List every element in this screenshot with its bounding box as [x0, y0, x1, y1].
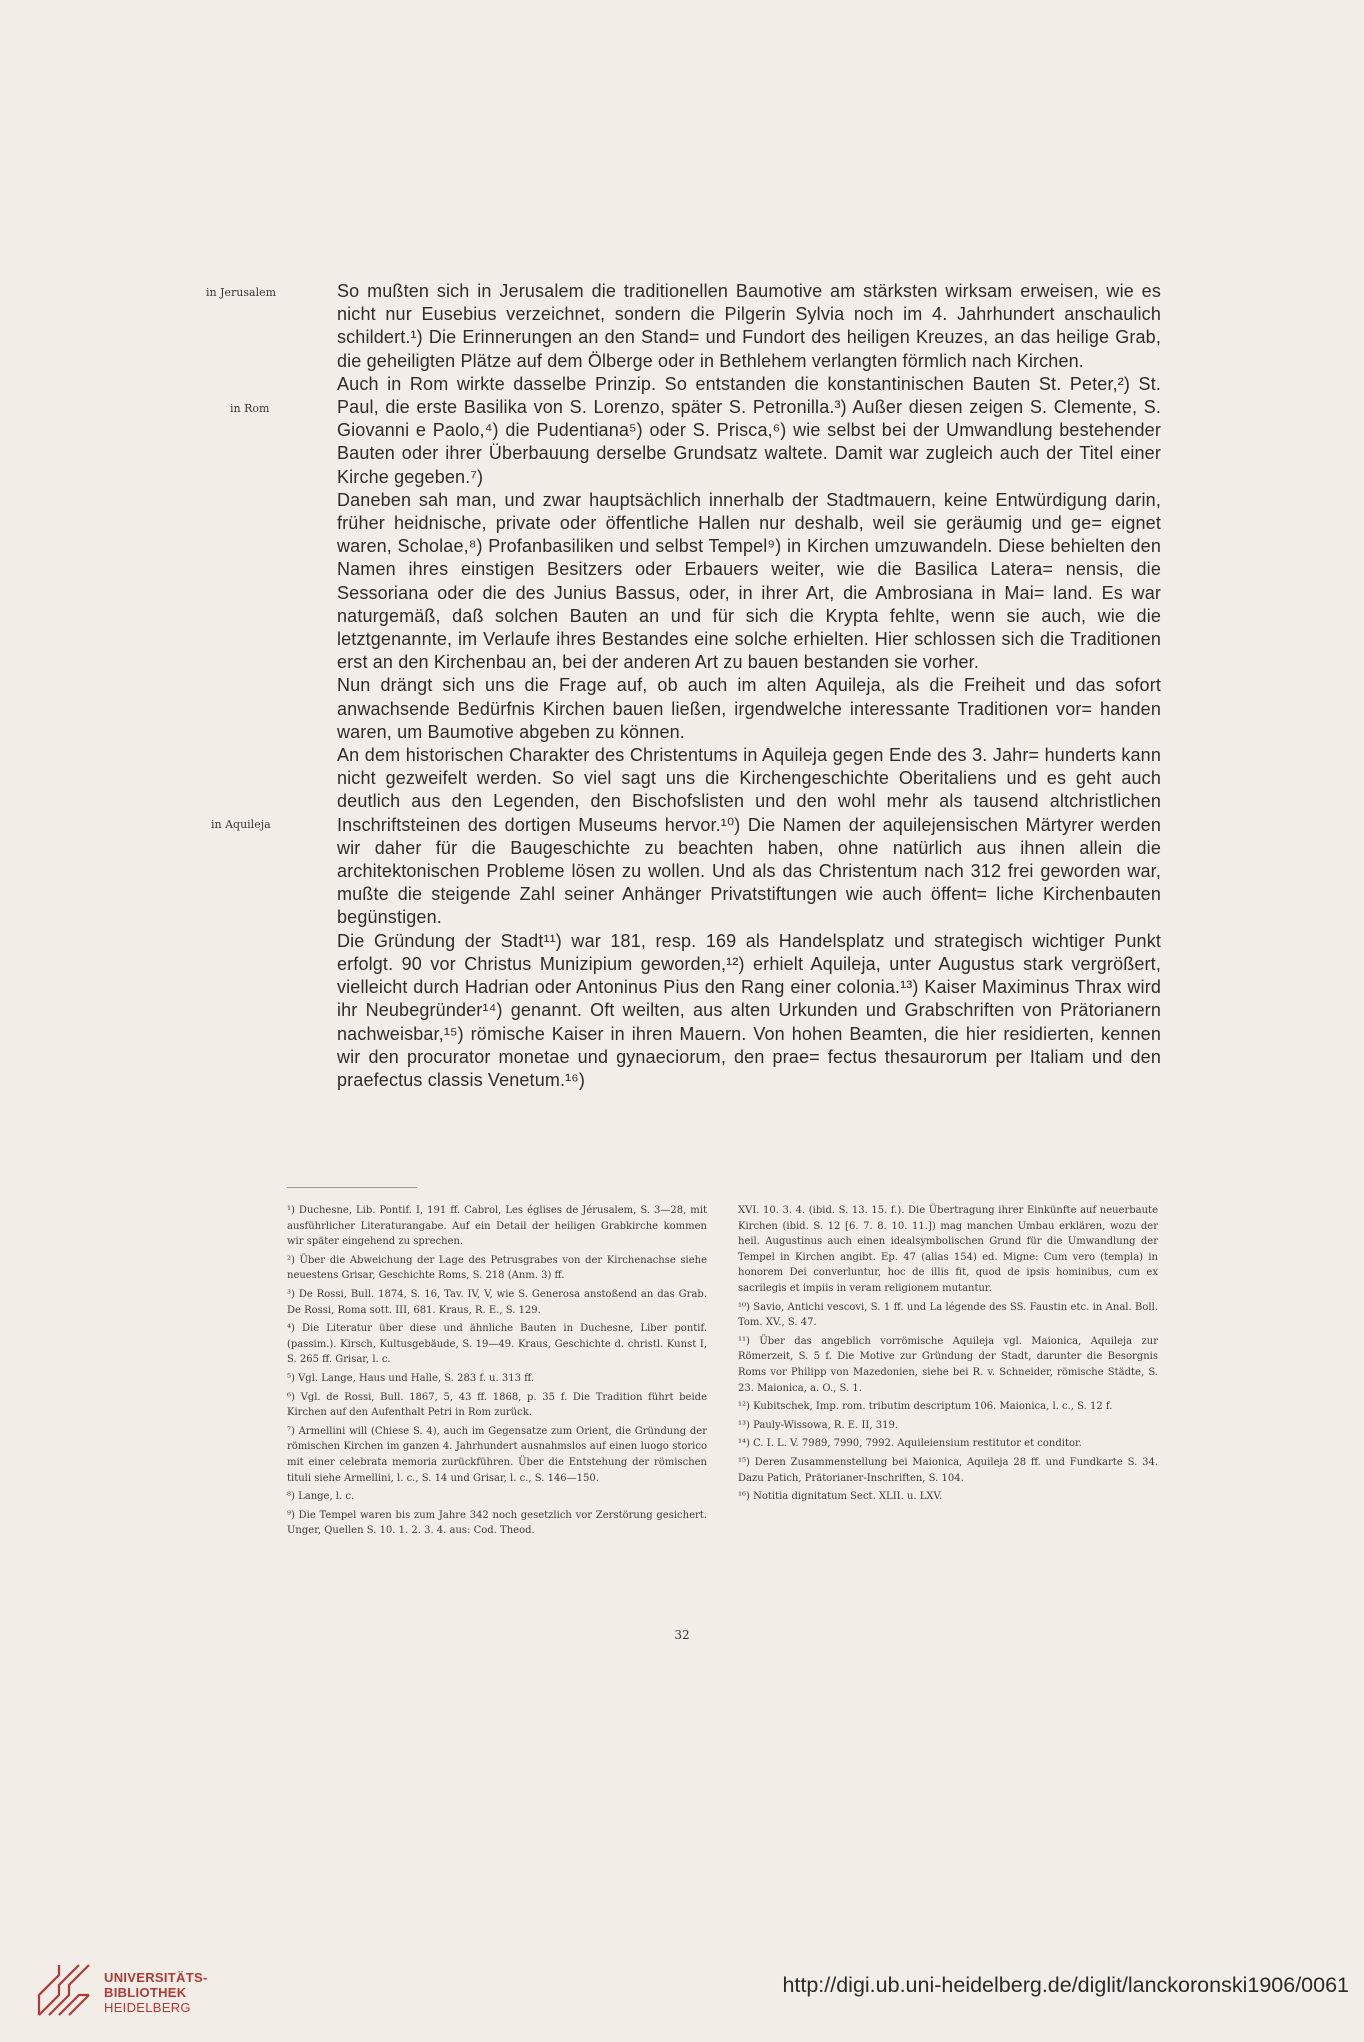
margin-note-aquileja: in Aquileja	[211, 818, 271, 831]
footer-bar	[0, 1943, 1364, 2042]
footnote: ¹⁵) Deren Zusammenstellung bei Maionica, Aquileja 28 ff. und Fundkarte S. 34. Dazu Patich, Prätorianer-Inschriften, S. 104.	[738, 1456, 1158, 1484]
footnote: ⁷) Armellini will (Chiese S. 4), auch im Gegensatze zum Orient, die Gründung der römischen Kirchen im ganzen 4. Jahrhundert ausnahmslos auf einen luogo storico mit einer celebrata memoria zurückführen. Über die Entstehung der römischen tituli siehe Armellini, l. c., S. 14 und Grisar, l. c., S. 146—150.	[287, 1425, 707, 1484]
footnote: ²) Über die Abweichung der Lage des Petrusgrabes von der Kirchenachse siehe neuestens Grisar, Geschichte Roms, S. 218 (Anm. 3) ff.	[287, 1254, 707, 1282]
margin-note-jerusalem: in Jerusalem	[206, 286, 277, 299]
footnotes-left-column	[287, 1203, 707, 1542]
footnote: ¹²) Kubitschek, Imp. rom. tributim descriptum 106. Maionica, l. c., S. 12 f.	[738, 1401, 1113, 1413]
footnote: ¹⁰) Savio, Antichi vescovi, S. 1 ff. und La légende des SS. Faustin etc. in Anal. Boll. Tom. XV., S. 47.	[738, 1301, 1158, 1329]
paragraph: An dem historischen Charakter des Christentums in Aquileja gegen Ende des 3. Jahr= hunderts kann nicht gezweifelt werden. So viel sagt uns die Kirchengeschichte Oberitaliens und es geht auch deutlich aus den Legenden, den Bischofslisten und den wohl mehr als tausend altchristlichen Inschriftsteinen des dortigen Museums hervor.¹⁰) Die Namen der aquilejensischen Märtyrer werden wir daher für die Baugeschichte zu beachten haben, ohne natürlich aus ihnen allein die architektonischen Probleme lösen zu wollen. Und als das Christentum nach 312 frei geworden war, mußte die steigende Zahl seiner Anhänger Privatstiftungen wie auch öffent= liche Kirchenbauten begünstigen.	[337, 745, 1161, 928]
library-line: UNIVERSITÄTS-	[104, 1970, 208, 1985]
footnote: ¹³) Pauly-Wissowa, R. E. II, 319.	[738, 1419, 898, 1431]
paragraph: Nun drängt sich uns die Frage auf, ob auch im alten Aquileja, als die Freiheit und das sofort anwachsende Bedürfnis Kirchen bauen ließen, irgendwelche interessante Traditionen vor= handen waren, um Baumotive abgeben zu können.	[337, 675, 1161, 742]
footnote-divider	[287, 1187, 417, 1188]
footnote: ¹) Duchesne, Lib. Pontif. I, 191 ff. Cabrol, Les églises de Jérusalem, S. 3—28, mit ausführlicher Literaturangabe. Auf ein Detail der heiligen Grabkirche kommen wir später eingehend zu sprechen.	[287, 1205, 707, 1248]
footnote: ⁵) Vgl. Lange, Haus und Halle, S. 283 f. u. 313 ff.	[287, 1372, 535, 1384]
footnote: ¹⁴) C. I. L. V. 7989, 7990, 7992. Aquileiensium restitutor et conditor.	[738, 1438, 1082, 1450]
body-text	[337, 280, 1161, 1092]
footnote: ¹¹) Über das angeblich vorrömische Aquileja vgl. Maionica, Aquileja zur Römerzeit, S. 5 f. Die Motive zur Gründung der Stadt, darunter die Besorgnis Roms vor Philipp von Mazedonien, siehe bei R. v. Schneider, römische Städte, S. 23. Maionica, a. O., S. 1.	[738, 1335, 1158, 1394]
footnote: ⁶) Vgl. de Rossi, Bull. 1867, 5, 43 ff. 1868, p. 35 f. Die Tradition führt beide Kirchen auf den Aufenthalt Petri in Rom zurück.	[287, 1391, 707, 1419]
paragraph: Auch in Rom wirkte dasselbe Prinzip. So entstanden die konstantinischen Bauten St. Peter,²) St. Paul, die erste Basilika von S. Lorenzo, später S. Petronilla.³) Außer diesen zeigen S. Clemente, S. Giovanni e Paolo,⁴) die Pudentiana⁵) oder S. Prisca,⁶) wie selbst bei der Umwandlung bestehender Bauten oder ihrer Überbauung derselbe Grundsatz waltete. Damit war zugleich auch der Titel einer Kirche gegeben.⁷)	[337, 373, 1161, 487]
library-line: BIBLIOTHEK	[104, 1985, 187, 2000]
footnotes-right-column	[738, 1203, 1158, 1508]
margin-note-rom: in Rom	[230, 402, 270, 415]
footnote: ⁸) Lange, l. c.	[287, 1491, 355, 1503]
footnote: ⁴) Die Literatur über diese und ähnliche Bauten in Duchesne, Liber pontif. (passim.). Kirsch, Kultusgebäude, S. 19—49. Kraus, Geschichte d. christl. Kunst I, S. 265 ff. Grisar, l. c.	[287, 1323, 707, 1366]
page-number: 32	[674, 1628, 690, 1642]
source-url-link[interactable]: http://digi.ub.uni-heidelberg.de/diglit/lanckoronski1906/0061	[782, 1973, 1349, 1997]
footnote: ¹⁶) Notitia dignitatum Sect. XLII. u. LXV.	[738, 1491, 943, 1503]
library-name	[104, 1970, 208, 2015]
footnote: XVI. 10. 3. 4. (ibid. S. 13. 15. f.). Die Übertragung ihrer Einkünfte auf neuerbaute Kirchen (ibid. S. 12 [6. 7. 8. 10. 11.]) mag manchen Umbau erklären, wozu der heil. Augustinus auch einen idealsymbolischen Grund für die Umwandlung der Tempel in Kirchen angibt. Ep. 47 (alias 154) ed. Migne: Cum vero (templa) in honorem Dei converluntur, hoc de illis fit, quod de ipsis hominibus, cum ex sacrilegis et impiis in veram religionem mutantur.	[738, 1205, 1158, 1294]
footnote: ⁹) Die Tempel waren bis zum Jahre 342 noch gesetzlich vor Zerstörung gesichert. Unger, Quellen S. 10. 1. 2. 3. 4. aus: Cod. Theod.	[287, 1509, 707, 1537]
paragraph: So mußten sich in Jerusalem die traditionellen Baumotive am stärksten wirksam erweisen, wie es nicht nur Eusebius verzeichnet, sondern die Pilgerin Sylvia noch im 4. Jahrhundert anschaulich schildert.¹) Die Erinnerungen an den Stand= und Fundort des heiligen Kreuzes, an das heilige Grab, die geheiligten Plätze auf dem Ölberge oder in Bethlehem verlangten förmlich nach Kirchen.	[337, 281, 1161, 371]
paragraph: Daneben sah man, und zwar hauptsächlich innerhalb der Stadtmauern, keine Entwürdigung darin, früher heidnische, private oder öffentliche Hallen nur deshalb, weil sie geräumig und ge= eignet waren, Scholae,⁸) Profanbasiliken und selbst Tempel⁹) in Kirchen umzuwandeln. Diese behielten den Namen ihres einstigen Besitzers oder Erbauers weiter, wie die Basilica Latera= nensis, die Sessoriana oder die des Junius Bassus, oder, in ihrer Art, die Ambrosiana in Mai= land. Es war naturgemäß, daß solchen Bauten an und für sich die Krypta fehlte, wenn sie auch, wie die letztgenannte, im Verlaufe ihres Bestandes eine solche erhielten. Hier schlossen sich die Traditionen erst an den Kirchenbau an, bei der anderen Art zu bauen bestanden sie vorher.	[337, 489, 1161, 673]
paragraph: Die Gründung der Stadt¹¹) war 181, resp. 169 als Handelsplatz und strategisch wichtiger Punkt erfolgt. 90 vor Christus Munizipium geworden,¹²) erhielt Aquileja, unter Augustus stark vergrößert, vielleicht durch Hadrian oder Antoninus Pius den Rang einer colonia.¹³) Kaiser Maximinus Thrax wird ihr Neubegründer¹⁴) genannt. Oft weilten, aus alten Urkunden und Grabschriften von Prätorianern nachweisbar,¹⁵) römische Kaiser in ihren Mauern. Von hohen Beamten, die hier residierten, kennen wir den procurator monetae und gynaeciorum, den prae= fectus thesaurorum per Italiam und den praefectus classis Venetum.¹⁶)	[337, 930, 1161, 1090]
footnote: ³) De Rossi, Bull. 1874, S. 16, Tav. IV, V, wie S. Generosa anstoßend an das Grab. De Rossi, Roma sott. III, 681. Kraus, R. E., S. 129.	[287, 1288, 707, 1316]
library-line: HEIDELBERG	[104, 2000, 191, 2015]
library-logo-icon	[35, 1961, 93, 2019]
